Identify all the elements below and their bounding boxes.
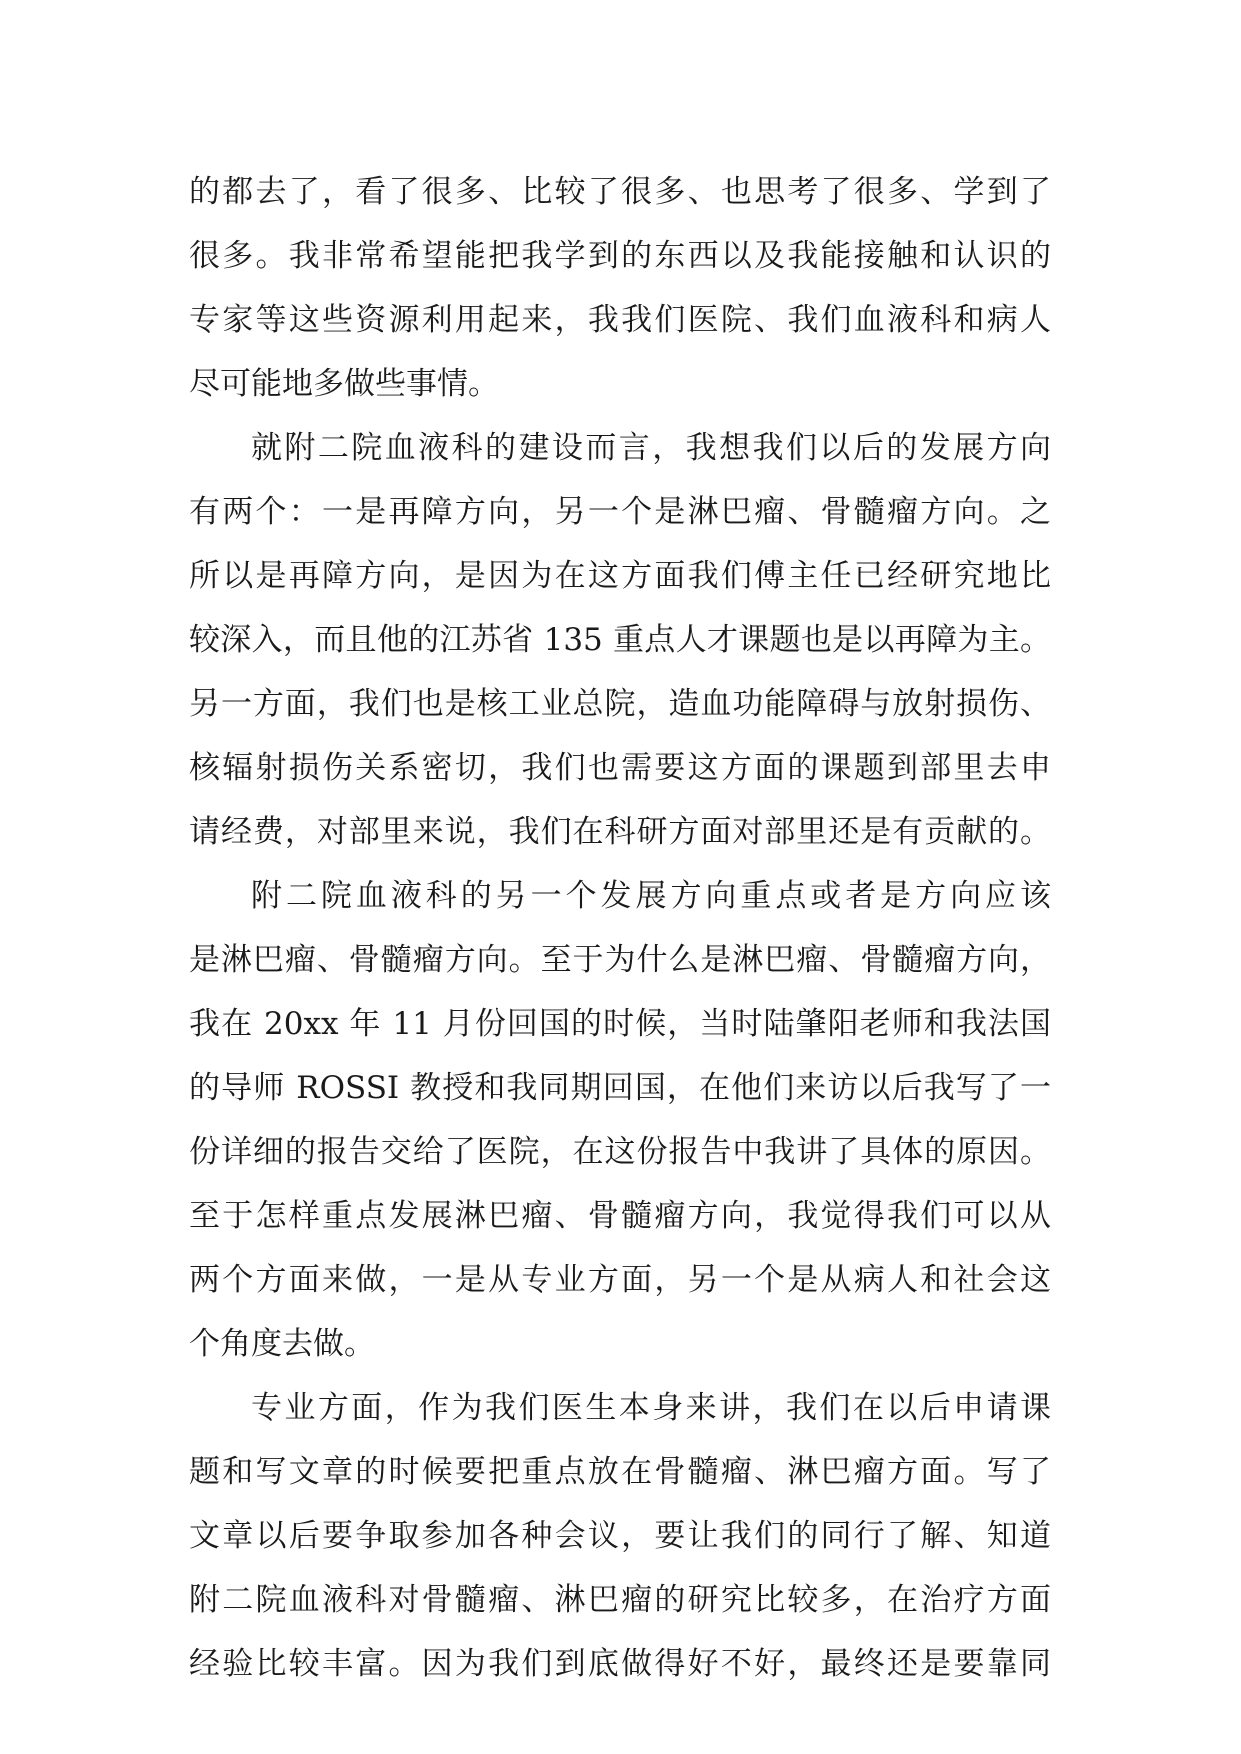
text-line: 份详细的报告交给了医院，在这份报告中我讲了具体的原因。 bbox=[189, 1134, 1051, 1170]
text-line: 另一方面，我们也是核工业总院，造血功能障碍与放射损伤、 bbox=[189, 686, 1051, 722]
text-line: 尽可能地多做些事情。 bbox=[189, 366, 499, 402]
text-line: 很多。我非常希望能把我学到的东西以及我能接触和认识的 bbox=[189, 238, 1051, 274]
text-line: 题和写文章的时候要把重点放在骨髓瘤、淋巴瘤方面。写了 bbox=[189, 1454, 1051, 1490]
paragraph-first-line: 就附二院血液科的建设而言，我想我们以后的发展方向 bbox=[251, 430, 1051, 466]
text-line: 核辐射损伤关系密切，我们也需要这方面的课题到部里去申 bbox=[189, 750, 1051, 786]
text-line: 文章以后要争取参加各种会议，要让我们的同行了解、知道 bbox=[189, 1518, 1051, 1554]
text-line: 我在 20xx 年 11 月份回国的时候，当时陆肇阳老师和我法国 bbox=[189, 1006, 1051, 1042]
body-text bbox=[189, 160, 1051, 1696]
text-line: 的都去了，看了很多、比较了很多、也思考了很多、学到了 bbox=[189, 174, 1051, 210]
text-line: 经验比较丰富。因为我们到底做得好不好，最终还是要靠同 bbox=[189, 1646, 1051, 1682]
paragraph-first-line: 专业方面，作为我们医生本身来讲，我们在以后申请课 bbox=[251, 1390, 1051, 1426]
text-line: 附二院血液科对骨髓瘤、淋巴瘤的研究比较多，在治疗方面 bbox=[189, 1582, 1051, 1618]
paragraph-first-line: 附二院血液科的另一个发展方向重点或者是方向应该 bbox=[251, 878, 1051, 914]
text-line: 两个方面来做，一是从专业方面，另一个是从病人和社会这 bbox=[189, 1262, 1051, 1298]
text-line: 至于怎样重点发展淋巴瘤、骨髓瘤方向，我觉得我们可以从 bbox=[189, 1198, 1051, 1234]
text-line: 个角度去做。 bbox=[189, 1326, 375, 1362]
text-line: 有两个：一是再障方向，另一个是淋巴瘤、骨髓瘤方向。之 bbox=[189, 494, 1051, 530]
text-line: 所以是再障方向，是因为在这方面我们傅主任已经研究地比 bbox=[189, 558, 1051, 594]
text-line: 请经费，对部里来说，我们在科研方面对部里还是有贡献的。 bbox=[189, 814, 1051, 850]
text-line: 是淋巴瘤、骨髓瘤方向。至于为什么是淋巴瘤、骨髓瘤方向， bbox=[189, 942, 1051, 978]
text-line: 的导师 ROSSI 教授和我同期回国，在他们来访以后我写了一 bbox=[189, 1070, 1051, 1106]
text-line: 较深入，而且他的江苏省 135 重点人才课题也是以再障为主。 bbox=[189, 622, 1051, 658]
text-line: 专家等这些资源利用起来，我我们医院、我们血液科和病人 bbox=[189, 302, 1051, 338]
